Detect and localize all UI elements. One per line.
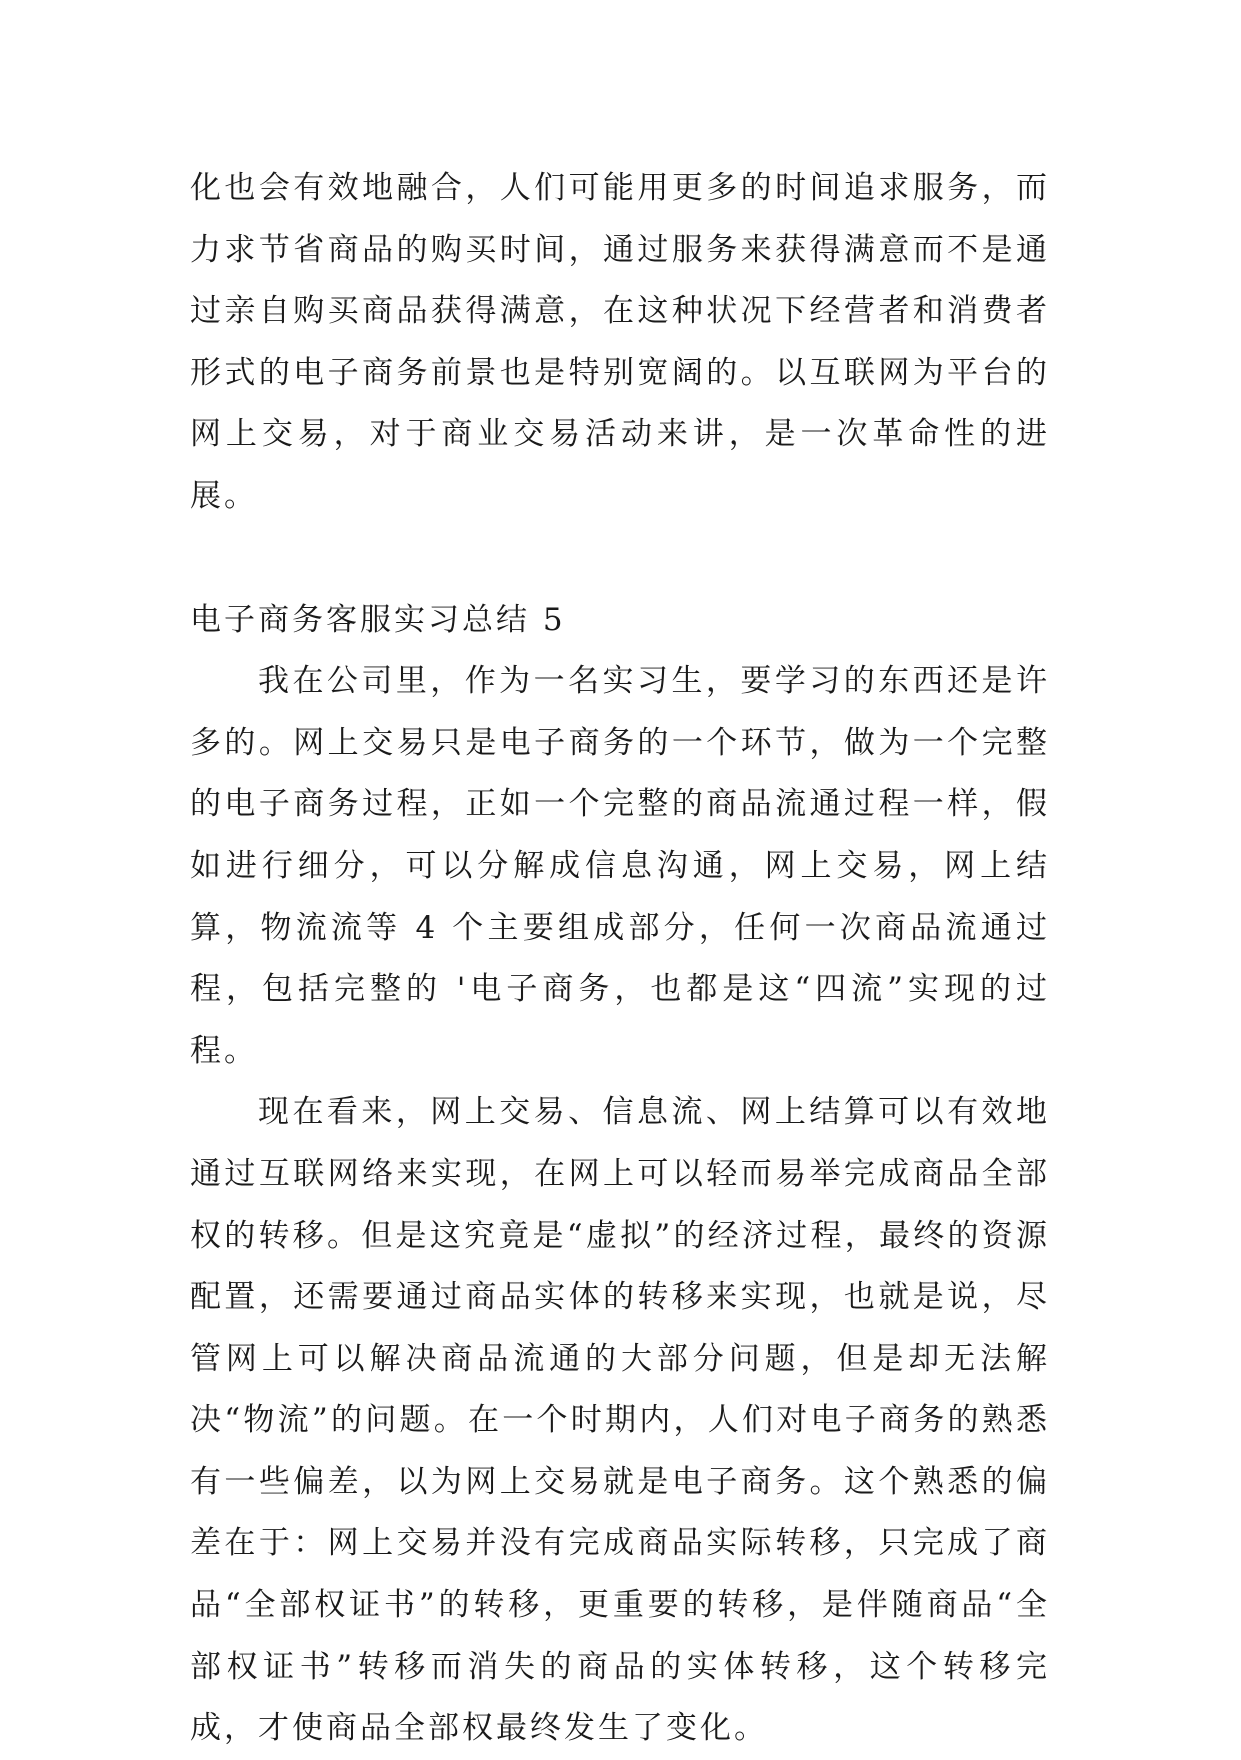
body-paragraph-2: 现在看来，网上交易、信息流、网上结算可以有效地通过互联网络来实现，在网上可以轻而易举完成商品全部权的转移。但是这究竟是“虚拟”的经济过程，最终的资源配置，还需要通过商品实体的转移来实现，也就是说，尽管网上可以解决商品流通的大部分问题，但是却无法解决“物流”的问题。在一个时期内，人们对电子商务的熟悉有一些偏差，以为网上交易就是电子商务。这个熟悉的偏差在于：网上交易并没有完成商品实际转移，只完成了商品“全部权证书”的转移，更重要的转移，是伴随商品“全部权证书”转移而消失的商品的实体转移，这个转移完成，才使商品全部权最终发生了变化。 bbox=[190, 1094, 1050, 1747]
document-page bbox=[190, 158, 1050, 1760]
intro-paragraph: 化也会有效地融合，人们可能用更多的时间追求服务，而力求节省商品的购买时间，通过服务来获得满意而不是通过亲自购买商品获得满意，在这种状况下经营者和消费者形式的电子商务前景也是特别宽阔的。以互联网为平台的网上交易，对于商业交易活动来讲，是一次革命性的进展。 bbox=[190, 170, 1050, 514]
section-heading: 电子商务客服实习总结 5 bbox=[190, 601, 566, 638]
body-paragraph-1: 我在公司里，作为一名实习生，要学习的东西还是许多的。网上交易只是电子商务的一个环节，做为一个完整的电子商务过程，正如一个完整的商品流通过程一样，假如进行细分，可以分解成信息沟通，网上交易，网上结算，物流流等 4 个主要组成部分，任何一次商品流通过程，包括完整的 '电子商务，也都是这“四流”实现的过程。 bbox=[190, 663, 1050, 1069]
